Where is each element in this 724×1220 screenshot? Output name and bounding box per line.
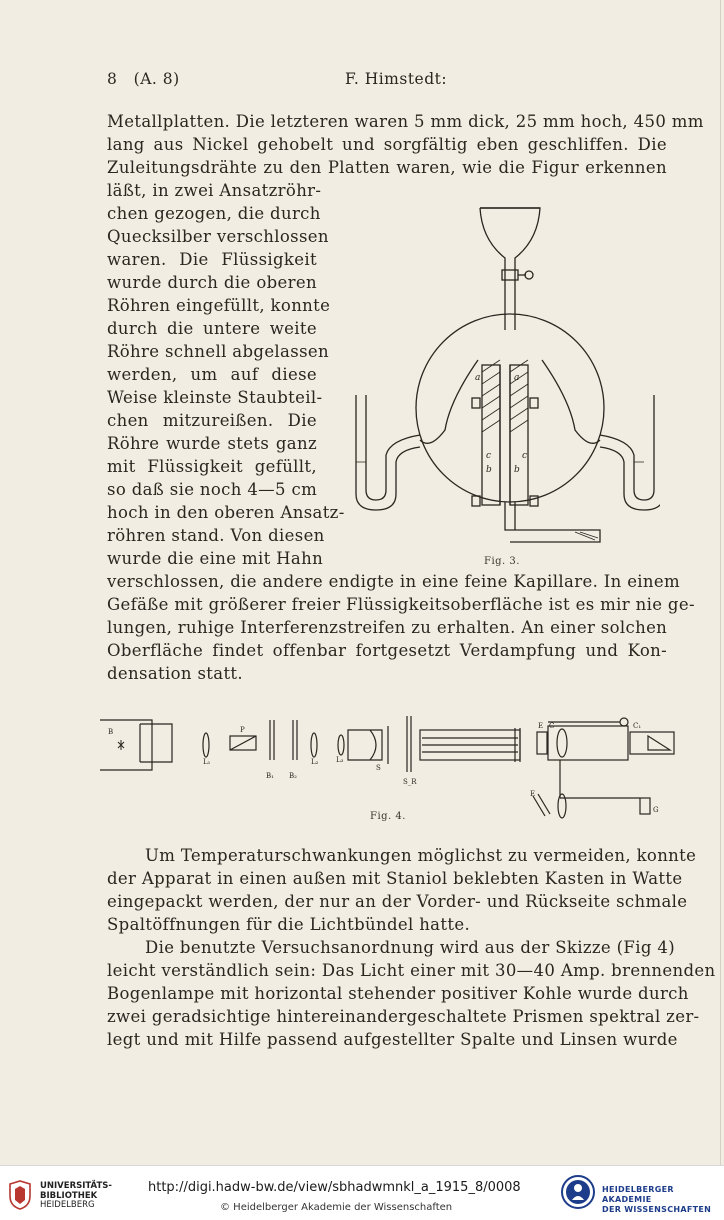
label-B1: B₁ (266, 772, 274, 780)
label-c-left: c (486, 451, 492, 461)
text-line: Weise kleinste Staubteil- (107, 388, 323, 407)
text-line: densation statt. (107, 664, 244, 683)
academy-seal-icon (560, 1174, 596, 1210)
text-line: leicht verständlich sein: Das Licht einer mit 30—40 Amp. brennenden (107, 961, 716, 980)
text-line: mit Flüssigkeit gefüllt, (107, 457, 317, 476)
text-line: Röhre wurde stets ganz (107, 434, 317, 453)
viewer-footer (0, 1165, 724, 1220)
library-emblem-icon (8, 1180, 32, 1210)
text-line: chen gezogen, die durch (107, 204, 321, 223)
library-name: UNIVERSITÄTS- BIBLIOTHEK HEIDELBERG (40, 1181, 112, 1210)
label-a-left: a (475, 373, 481, 383)
label-L2: L₂ (311, 758, 319, 766)
academy-name: HEIDELBERGER AKADEMIE DER WISSENSCHAFTEN (602, 1185, 712, 1214)
text-line: röhren stand. Von diesen (107, 526, 325, 545)
label-a-right: a (514, 373, 520, 383)
figure-3-caption: Fig. 3. (484, 556, 520, 567)
label-E: E (538, 722, 544, 730)
label-C: C (549, 722, 555, 730)
text-line: zwei geradsichtige hintereinandergeschaltete Prismen spektral zer- (107, 1007, 700, 1026)
copyright-notice: © Heidelberger Akademie der Wissenschaften (220, 1202, 453, 1213)
text-line: läßt, in zwei Ansatzröhr- (107, 181, 322, 200)
text-line: Oberfläche findet offenbar fortgesetzt Verdampfung und Kon- (107, 641, 667, 660)
text-line: so daß sie noch 4—5 cm (107, 480, 318, 499)
text-line: Quecksilber verschlossen (107, 227, 329, 246)
text-line: verschlossen, die andere endigte in eine feine Kapillare. In einem (107, 572, 681, 591)
text-line: der Apparat in einen außen mit Staniol beklebten Kasten in Watte (107, 869, 683, 888)
document-url-link[interactable]: http://digi.hadw-bw.de/view/sbhadwmnkl_a_1915_8/0008 (148, 1180, 521, 1195)
figure-4-optical-setup (100, 712, 685, 822)
label-SR: S_R (403, 778, 417, 786)
label-S: S (376, 764, 381, 772)
text-line: hoch in den oberen Ansatz- (107, 503, 345, 522)
text-line: werden, um auf diese (107, 365, 317, 384)
text-line: durch die untere weite (107, 319, 317, 338)
label-P: P (240, 726, 245, 734)
text-line: Bogenlampe mit horizontal stehender positiver Kohle wurde durch (107, 984, 689, 1003)
text-line: Röhren eingefüllt, konnte (107, 296, 331, 315)
label-L3: L₃ (336, 756, 344, 764)
label-C1: C₁ (633, 722, 642, 730)
library-logo-block[interactable] (8, 1176, 128, 1216)
text-line: Zuleitungsdrähte zu den Platten waren, wie die Figur erkennen (107, 158, 667, 177)
text-line: Röhre schnell abgelassen (107, 342, 329, 361)
label-c-right: c (522, 451, 528, 461)
label-B2: B₂ (289, 772, 297, 780)
label-b-left: b (486, 465, 492, 475)
label-L1: L₁ (203, 758, 211, 766)
label-E2: E (530, 790, 536, 798)
label-G: G (653, 806, 659, 814)
text-line: waren. Die Flüssigkeit (107, 250, 317, 269)
text-line: Spaltöffnungen für die Lichtbündel hatte. (107, 915, 471, 934)
text-line: lang aus Nickel gehobelt und sorgfältig eben geschliffen. Die (107, 135, 667, 154)
label-b-right: b (514, 465, 520, 475)
page-number: 8 (A. 8) (107, 70, 180, 88)
text-line: wurde durch die oberen (107, 273, 317, 292)
figure-3-apparatus (330, 200, 660, 550)
text-line: chen mitzureißen. Die (107, 411, 317, 430)
text-line: eingepackt werden, der nur an der Vorder- und Rückseite schmale (107, 892, 688, 911)
label-B: B (108, 728, 114, 736)
text-line: Um Temperaturschwankungen möglichst zu vermeiden, konnte (145, 846, 697, 865)
figure-4-caption: Fig. 4. (370, 811, 406, 822)
author-name: F. Himstedt: (345, 70, 448, 88)
academy-logo-block[interactable] (560, 1174, 720, 1214)
text-line: lungen, ruhige Interferenzstreifen zu erhalten. An einer solchen (107, 618, 668, 637)
text-line: Die benutzte Versuchsanordnung wird aus der Skizze (Fig 4) (145, 938, 675, 957)
text-line: legt und mit Hilfe passend aufgestellter Spalte und Linsen wurde (107, 1030, 678, 1049)
text-line: wurde die eine mit Hahn (107, 549, 324, 568)
text-line: Metallplatten. Die letzteren waren 5 mm dick, 25 mm hoch, 450 mm (107, 112, 704, 131)
text-line: Gefäße mit größerer freier Flüssigkeitsoberfläche ist es mir nie ge- (107, 595, 695, 614)
